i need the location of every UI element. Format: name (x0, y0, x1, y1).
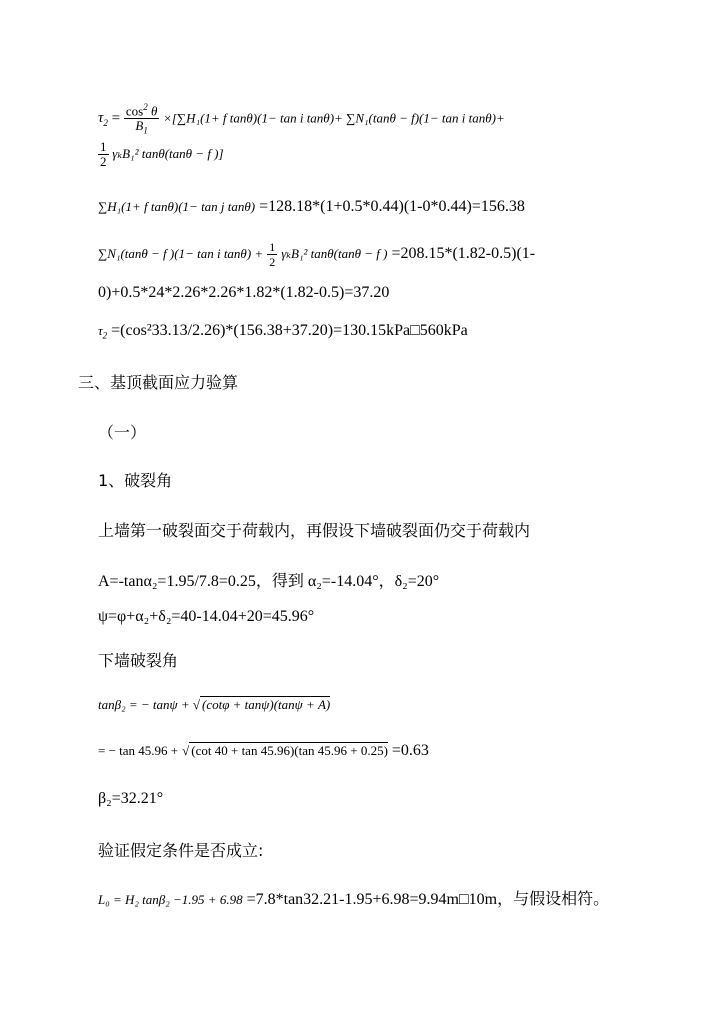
sum-n-line (98, 240, 535, 269)
tan-beta-result: =0.63 (391, 742, 429, 759)
sum-h-line (98, 198, 525, 216)
tau2-final-symbol: $\tau_2$ (98, 323, 108, 341)
tau2-symbol: $\tau_2$ (98, 110, 108, 129)
cos-fraction: $\frac{\cos^2 \theta}{B_1}$ (125, 102, 158, 136)
l0-line (98, 886, 609, 909)
l0-value: =7.8*tan32.21-1.95+6.98=9.94m□10m，与假设相符。 (246, 891, 610, 908)
sum-n-value-continued: 0)+0.5*24*2.26*2.26*1.82*(1.82-0.5)=37.20 (98, 284, 390, 301)
tau2-final-value: =(cos²33.13/2.26)*(156.38+37.20)=130.15kPa□560kPa (111, 322, 468, 339)
sum-h-expression: ∑H₁(1+ f tanθ)(1− tan j tanθ) (98, 199, 256, 214)
tan-beta-numeric-root: (cot 40 + tan 45.96)(tan 45.96 + 0.25) (191, 743, 388, 758)
paragraph-verify: 验证假定条件是否成立: (98, 841, 264, 860)
subsection-heading: （一） (98, 423, 147, 442)
paragraph-assumption: 上墙第一破裂面交于荷载内，再假设下墙破裂面仍交于荷载内 (98, 521, 531, 540)
tau2-formula-line1 (98, 100, 505, 138)
paragraph-lower-wall-angle: 下墙破裂角 (98, 651, 179, 670)
item-heading: 1、破裂角 (98, 471, 173, 490)
sum-h-value: =128.18*(1+0.5*0.44)(1-0*0.44)=156.38 (259, 198, 525, 215)
half-fraction: $\frac{1}{2}$ (100, 139, 107, 169)
tau2-final-line (98, 322, 468, 341)
beta2-value: β₂=32.21° (98, 790, 164, 807)
l0-expression: L₀ = H₂ tanβ₂ −1.95 + 6.98 (98, 892, 243, 907)
paragraph-psi: ψ=φ+α₂+δ₂=40-14.04+20=45.96° (98, 608, 315, 625)
paragraph-a-value: A=-tanα₂=1.95/7.8=0.25，得到 α₂=-14.04°，δ₂=20° (98, 573, 440, 590)
tan-beta-root: (cotφ + tanψ)(tanψ + A) (202, 697, 331, 712)
half-fraction-2: $\frac{1}{2}$ (269, 240, 276, 269)
tau2-line2-expression: γₖB₁² tanθ(tanθ − f )] (112, 145, 224, 161)
tau2-main-expression: ×[∑H₁(1+ f tanθ)(1− tan i tanθ)+ ∑N₁(tanθ − f)(1− tan i tanθ)+ (163, 110, 505, 126)
tan-beta-numeric: = − tan 45.96 + √ (cot 40 + tan 45.96)(tan 45.96 + 0.25) =0.63 (98, 742, 429, 759)
tan-beta-lhs: tanβ₂ = − tanψ + (98, 697, 190, 712)
section-heading: 三、基顶截面应力验算 (78, 373, 239, 392)
equals-sign: = (111, 110, 121, 127)
sum-n-value: =208.15*(1.82-0.5)(1- (391, 245, 536, 263)
sum-n-expression-2: γₖB₁² tanθ(tanθ − f ) (281, 246, 388, 262)
sum-n-expression: ∑N₁(tanθ − f )(1− tan i tanθ) + (98, 246, 264, 262)
tau2-formula-line2 (98, 140, 224, 169)
tan-beta-formula: tanβ₂ = − tanψ + √ (cotφ + tanψ)(tanψ + A) (98, 697, 331, 712)
tan-beta-numeric-lhs: = − tan 45.96 + (98, 743, 179, 758)
